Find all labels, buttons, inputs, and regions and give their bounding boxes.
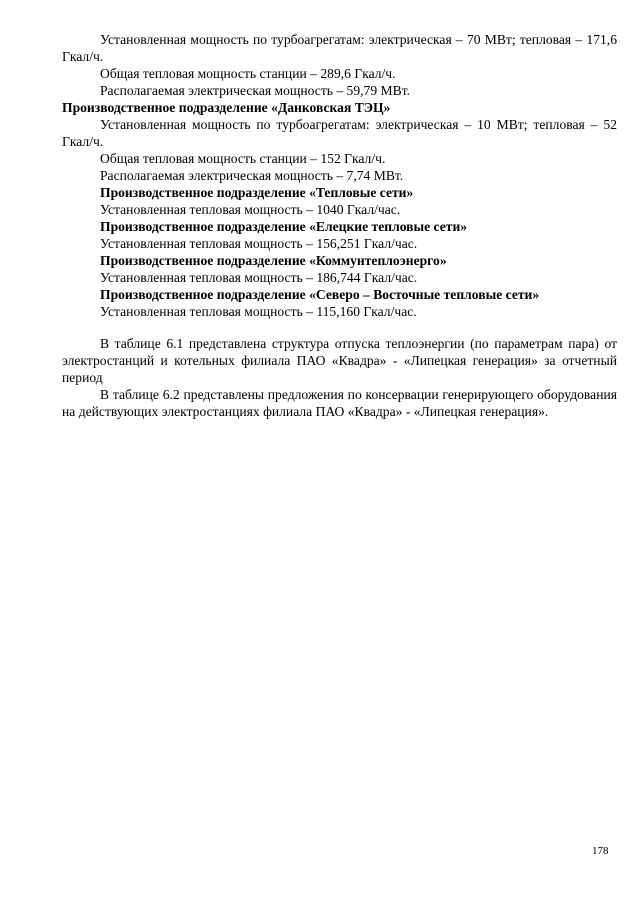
heading-heat-networks: Производственное подразделение «Тепловые сети» bbox=[100, 185, 414, 200]
heading-north-east: Производственное подразделение «Северо – Восточные тепловые сети» bbox=[100, 287, 540, 302]
heading-dankov: Производственное подразделение «Данковская ТЭЦ» bbox=[62, 100, 391, 115]
total-heat-line-2: Общая тепловая мощность станции – 152 Гкал/ч. bbox=[100, 151, 386, 166]
heading-elets: Производственное подразделение «Елецкие тепловые сети» bbox=[100, 219, 468, 234]
paragraph-table-6-2: В таблице 6.2 представлены предложения по консервации генерирующего оборудования на действующих электростанциях филиала ПАО «Квадра» - «Липецкая генерация». bbox=[62, 387, 617, 419]
total-heat-line-1: Общая тепловая мощность станции – 289,6 Гкал/ч. bbox=[100, 66, 396, 81]
elets-capacity: Установленная тепловая мощность – 156,251 Гкал/час. bbox=[100, 236, 418, 251]
heading-kommun: Производственное подразделение «Коммунтеплоэнерго» bbox=[100, 253, 447, 268]
turbo-capacity-line-2: Установленная мощность по турбоагрегатам: электрическая – 10 МВт; тепловая – 52 Гкал/ч. bbox=[62, 117, 617, 149]
turbo-capacity-line-1: Установленная мощность по турбоагрегатам: электрическая – 70 МВт; тепловая – 171,6 Гкал/ч. bbox=[62, 32, 617, 64]
page-number: 178 bbox=[592, 845, 609, 857]
north-east-capacity: Установленная тепловая мощность – 115,160 Гкал/час. bbox=[100, 304, 417, 319]
paragraph-table-6-1: В таблице 6.1 представлена структура отпуска теплоэнергии (по параметрам пара) от электростанций и котельных филиала ПАО «Квадра» - «Липецкая генерация» за отчетный период bbox=[62, 336, 617, 385]
heat-networks-capacity: Установленная тепловая мощность – 1040 Гкал/час. bbox=[100, 202, 401, 217]
available-el-line-2: Располагаемая электрическая мощность – 7,74 МВт. bbox=[100, 168, 404, 183]
kommun-capacity: Установленная тепловая мощность – 186,744 Гкал/час. bbox=[100, 270, 418, 285]
available-el-line-1: Располагаемая электрическая мощность – 59,79 МВт. bbox=[100, 83, 411, 98]
